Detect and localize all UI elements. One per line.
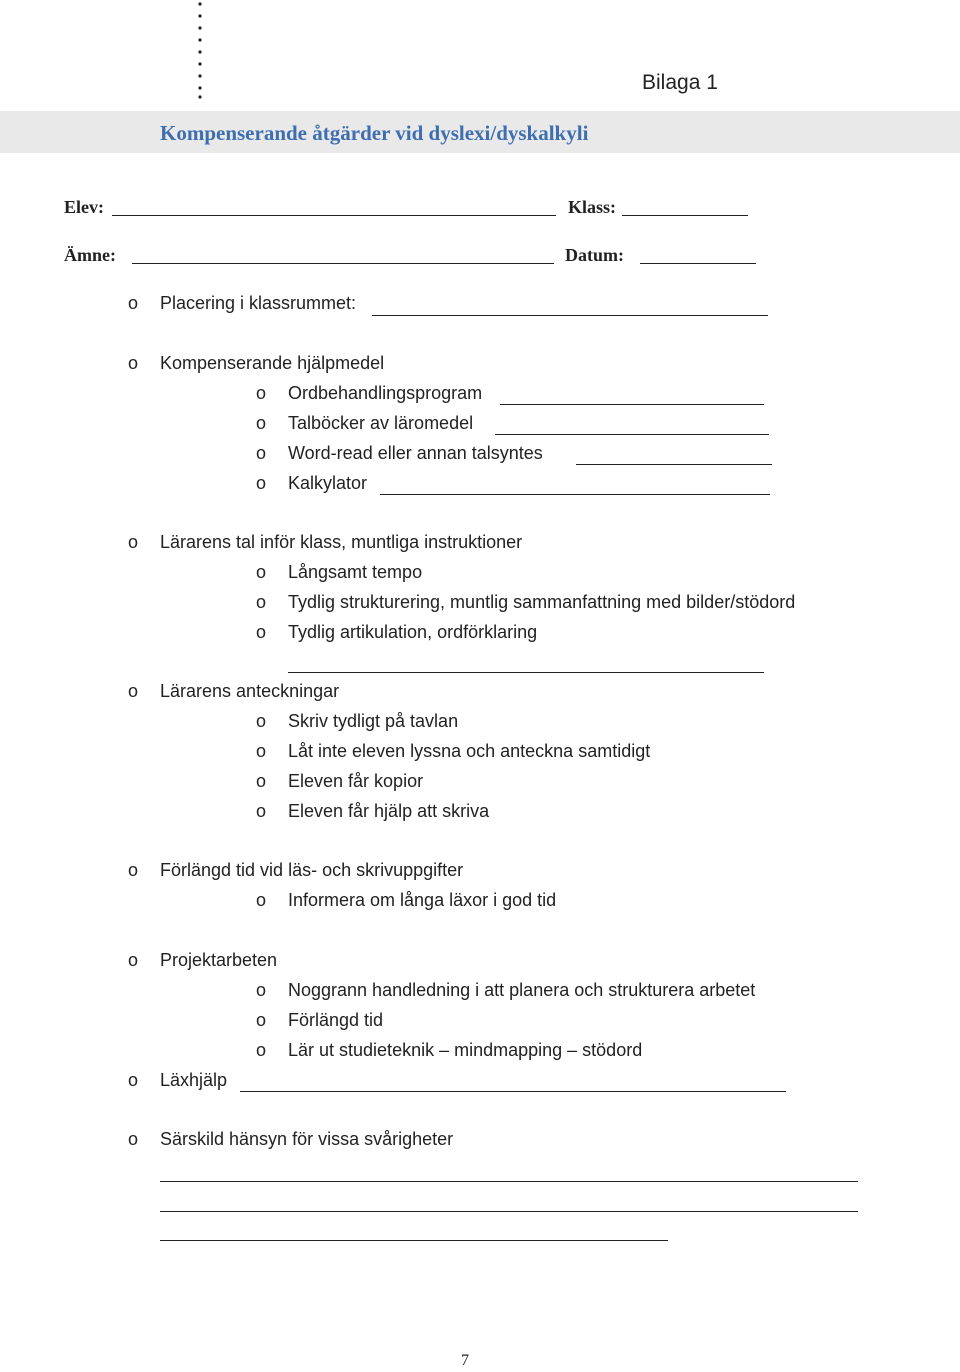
list-item: Låt inte eleven lyssna och anteckna samtidigt (288, 741, 651, 761)
sarskild-label: Särskild hänsyn för vissa svårigheter (160, 1129, 454, 1149)
sub-bullet-marker: o (256, 622, 267, 642)
hjalpmedel-label: Kompenserande hjälpmedel (160, 353, 385, 373)
sub-bullet-marker: o (256, 1040, 267, 1060)
sub-bullet-marker: o (256, 473, 267, 493)
anteckningar-label: Lärarens anteckningar (160, 681, 340, 701)
appendix-label: Bilaga 1 (642, 71, 718, 94)
sub-bullet-marker: o (256, 890, 267, 910)
sub-bullet-marker: o (256, 980, 267, 1000)
sub-bullet-marker: o (256, 383, 267, 403)
sub-bullet-marker: o (256, 1010, 267, 1030)
sub-bullet-marker: o (256, 771, 267, 791)
bullet-marker: o (128, 860, 139, 880)
list-item: Ordbehandlingsprogram (288, 383, 483, 403)
placering-field[interactable] (372, 315, 768, 316)
elev-field[interactable] (112, 215, 556, 216)
sub-bullet-marker: o (256, 562, 267, 582)
laxhjalp-label: Läxhjälp (160, 1070, 228, 1090)
kalkylator-field[interactable] (380, 494, 770, 495)
lararens-tal-label: Lärarens tal inför klass, muntliga instruktioner (160, 532, 523, 552)
ordbehandling-field[interactable] (500, 404, 764, 405)
klass-label: Klass: (568, 197, 617, 217)
talsyntes-field[interactable] (576, 464, 772, 465)
placering-label: Placering i klassrummet: (160, 293, 357, 313)
list-item: Noggrann handledning i att planera och strukturera arbetet (288, 980, 756, 1000)
sub-bullet-marker: o (256, 443, 267, 463)
list-item: Informera om långa läxor i god tid (288, 890, 557, 910)
datum-label: Datum: (565, 245, 624, 265)
list-item: Skriv tydligt på tavlan (288, 711, 459, 731)
bullet-marker: o (128, 293, 139, 313)
sarskild-field-3[interactable] (160, 1240, 668, 1241)
list-item: Word-read eller annan talsyntes (288, 443, 543, 463)
sub-bullet-marker: o (256, 413, 267, 433)
list-item: Förlängd tid (288, 1010, 384, 1030)
list-item: Kalkylator (288, 473, 368, 493)
ordforklaring-field[interactable] (288, 672, 764, 673)
sarskild-field-2[interactable] (160, 1211, 858, 1212)
sub-bullet-marker: o (256, 741, 267, 761)
list-item: Långsamt tempo (288, 562, 423, 582)
amne-field[interactable] (132, 263, 554, 264)
forlangd-label: Förlängd tid vid läs- och skrivuppgifter (160, 860, 464, 880)
bullet-marker: o (128, 532, 139, 552)
list-item: Eleven får kopior (288, 771, 424, 791)
bullet-marker: o (128, 353, 139, 373)
list-item: Tydlig artikulation, ordförklaring (288, 622, 538, 642)
sub-bullet-marker: o (256, 592, 267, 612)
sub-bullet-marker: o (256, 801, 267, 821)
sarskild-field-1[interactable] (160, 1181, 858, 1182)
projekt-label: Projektarbeten (160, 950, 278, 970)
bullet-marker: o (128, 1070, 139, 1090)
list-item: Tydlig strukturering, muntlig sammanfattning med bilder/stödord (288, 592, 796, 612)
bullet-marker: o (128, 950, 139, 970)
list-item: Talböcker av läromedel (288, 413, 474, 433)
laxhjalp-field[interactable] (240, 1091, 786, 1092)
datum-field[interactable] (640, 263, 756, 264)
dotted-divider (197, 0, 203, 100)
elev-label: Elev: (64, 197, 104, 217)
list-item: Lär ut studieteknik – mindmapping – stödord (288, 1040, 643, 1060)
bullet-marker: o (128, 1129, 139, 1149)
list-item: Eleven får hjälp att skriva (288, 801, 490, 821)
bullet-marker: o (128, 681, 139, 701)
talbocker-field[interactable] (495, 434, 769, 435)
sub-bullet-marker: o (256, 711, 267, 731)
page-number: 7 (461, 1352, 469, 1369)
page-title: Kompenserande åtgärder vid dyslexi/dyskalkyli (160, 121, 589, 145)
amne-label: Ämne: (64, 245, 116, 265)
klass-field[interactable] (622, 215, 748, 216)
